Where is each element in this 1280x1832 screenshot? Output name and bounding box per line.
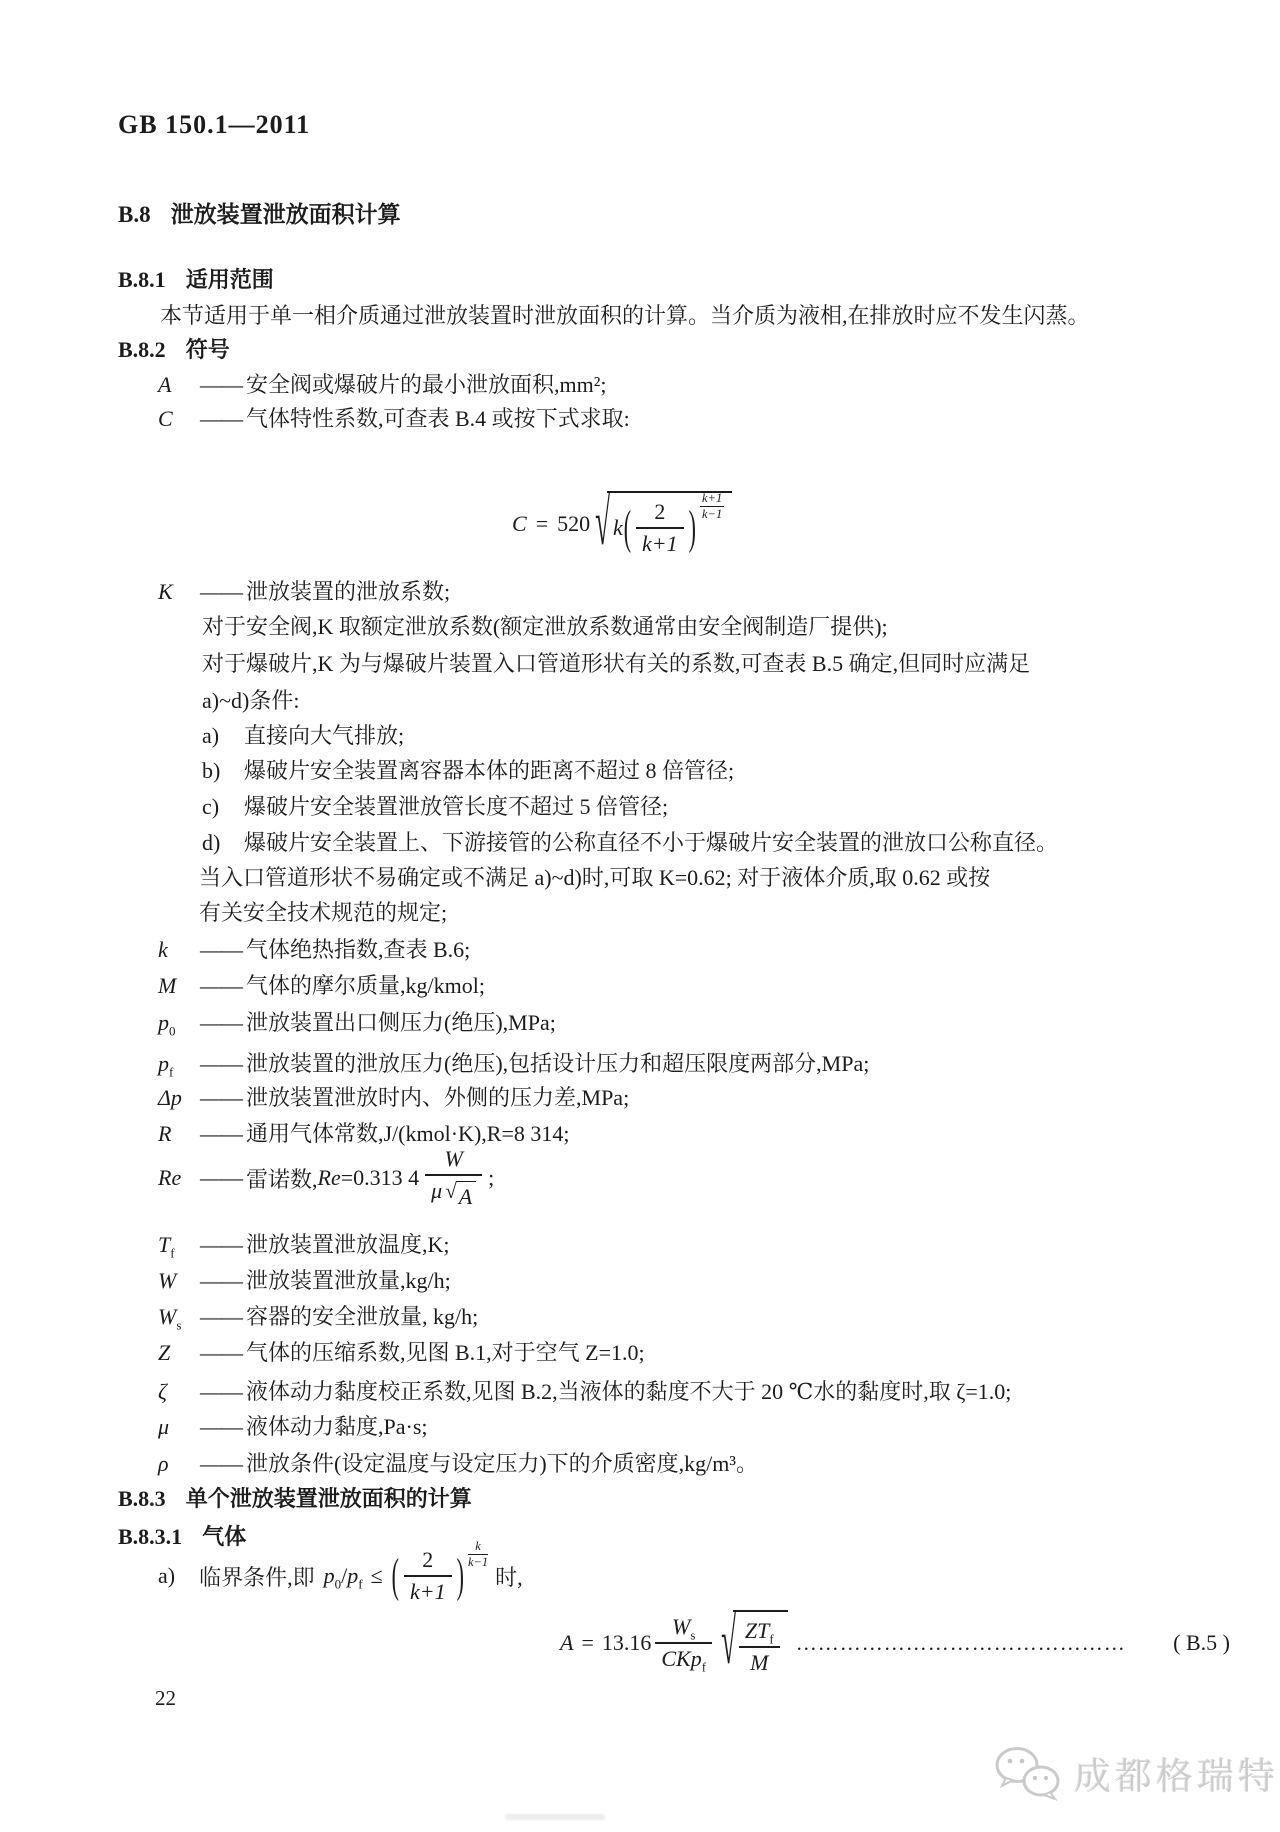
section-number: B.8 (118, 202, 151, 227)
dotted-leader: ……………………………………… (795, 1630, 1126, 1655)
em-dash: —— (200, 1085, 242, 1110)
exponent-fraction: k+1 k−1 (701, 491, 723, 521)
pressure-ratio: $p_0/p_f$ (323, 1563, 363, 1592)
item-label: a) (158, 1563, 176, 1588)
symbol-def-Ws: $W_s$ —— 容器的安全泄放量, kg/h; (158, 1304, 479, 1333)
critical-condition-line (158, 1539, 523, 1609)
em-dash: —— (200, 1232, 242, 1257)
em-dash: —— (200, 937, 242, 962)
em-dash: —— (200, 1340, 242, 1365)
item-text: 爆破片安全装置上、下游接管的公称直径不小于爆破片安全装置的泄放口公称直径。 (244, 830, 1059, 855)
k-condition-item-c (202, 790, 668, 821)
section-heading-b81 (118, 263, 274, 294)
equals-sign: = (535, 511, 549, 536)
def-text: 泄放装置出口侧压力(绝压),MPa; (246, 1010, 556, 1035)
def-text: 容器的安全泄放量, kg/h; (246, 1304, 479, 1329)
em-dash: —— (200, 1010, 242, 1035)
def-text: 泄放装置的泄放系数; (246, 579, 451, 604)
def-text: 雷诺数, (246, 1166, 318, 1192)
section-title: 气体 (202, 1524, 247, 1549)
em-dash: —— (200, 973, 242, 998)
def-text: 泄放条件(设定温度与设定压力)下的介质密度,kg/m³。 (246, 1451, 758, 1476)
symbol-def-mu: μ —— 液体动力黏度,Pa·s; (158, 1414, 428, 1439)
symbol-def-K: K —— 泄放装置的泄放系数; (158, 579, 451, 604)
symbol-def-dp: Δp —— 泄放装置泄放时内、外侧的压力差,MPa; (158, 1085, 630, 1110)
radical: √ k ( $\frac{2}{k+1}$ ) k+1 k−1 (595, 491, 732, 557)
section-title: 符号 (185, 337, 230, 362)
condition-tail: 时, (495, 1564, 523, 1590)
k-note-line-4: 当入口管道形状不易确定或不满足 a)~d)时,可取 K=0.62; 对于液体介质,取 0.62 或按 (199, 865, 991, 890)
em-dash: —— (200, 406, 242, 431)
symbol-def-zeta: ζ —— 液体动力黏度校正系数,见图 B.2,当液体的黏度不大于 20 ℃水的黏度时,取 ζ=1.0; (158, 1379, 1012, 1404)
em-dash: —— (200, 1121, 242, 1146)
symbol-def-pf: $p_f$ —— 泄放装置的泄放压力(绝压),包括设计压力和超压限度两部分,MPa; (158, 1051, 870, 1080)
fraction: $\frac{2}{k+1}$ (404, 1547, 452, 1605)
em-dash: —— (200, 1051, 242, 1076)
radical-sign-icon: √ (595, 486, 610, 559)
symbol-def-M: M —— 气体的摩尔质量,kg/kmol; (158, 973, 485, 998)
em-dash: —— (200, 1379, 242, 1404)
def-text: 气体绝热指数,查表 B.6; (246, 937, 471, 962)
fraction: W μ √ A (425, 1146, 482, 1210)
condition-text: 临界条件,即 (199, 1564, 315, 1590)
radical-sign-icon: √ (721, 1605, 736, 1678)
symbol-def-rho: ρ —— 泄放条件(设定温度与设定压力)下的介质密度,kg/m³。 (158, 1451, 758, 1476)
wechat-icon (992, 1744, 1064, 1802)
def-text: 气体特性系数,可查表 B.4 或按下式求取: (246, 406, 630, 431)
symbol-def-W: W —— 泄放装置泄放量,kg/h; (158, 1268, 451, 1293)
faint-footer-mark (505, 1814, 605, 1820)
item-label: c) (202, 794, 220, 819)
equals-sign: = (581, 1630, 594, 1655)
def-text: 气体的压缩系数,见图 B.1,对于空气 Z=1.0; (246, 1340, 645, 1365)
def-text: 液体动力黏度,Pa·s; (246, 1414, 428, 1439)
section-title: 单个泄放装置泄放面积的计算 (185, 1486, 472, 1511)
section-title: 泄放装置泄放面积计算 (170, 202, 401, 227)
em-dash: —— (200, 1451, 242, 1476)
em-dash: —— (200, 1304, 242, 1329)
radical (721, 1605, 788, 1678)
k-condition-item-d (202, 826, 1058, 857)
less-equal-sign: ≤ (370, 1563, 383, 1588)
symbol-def-R: R —— 通用气体常数,J/(kmol·K),R=8 314; (158, 1121, 570, 1146)
paragraph-b81: 本节适用于单一相介质通过泄放装置时泄放面积的计算。当介质为液相,在排放时应不发生闪蒸。 (160, 303, 1090, 328)
left-paren: ( (623, 500, 632, 554)
def-text: 液体动力黏度校正系数,见图 B.2,当液体的黏度不大于 20 ℃水的黏度时,取 ζ=1.0; (246, 1379, 1012, 1404)
k-note-line-5: 有关安全技术规范的规定; (199, 900, 448, 925)
section-number: B.8.2 (118, 337, 166, 362)
watermark-text: 成都格瑞特 (1074, 1756, 1279, 1797)
def-text: 泄放装置泄放温度,K; (246, 1232, 450, 1257)
em-dash: —— (200, 1165, 242, 1190)
section-heading-b82 (118, 333, 230, 364)
symbol-def-k: k —— 气体绝热指数,查表 B.6; (158, 937, 471, 962)
def-text: 安全阀或爆破片的最小泄放面积,mm²; (246, 372, 607, 397)
item-text: 直接向大气排放; (244, 723, 405, 748)
section-heading-b8 (118, 196, 401, 229)
symbol-def-C: C —— 气体特性系数,可查表 B.4 或按下式求取: (158, 406, 630, 431)
section-number: B.8.1 (118, 267, 166, 292)
def-text: 泄放装置的泄放压力(绝压),包括设计压力和超压限度两部分,MPa; (246, 1051, 870, 1076)
formula-c: C = 520 √ k ( $\frac{2}{k+1}$ ) k+1 k−1 (512, 486, 732, 562)
exponent-fraction: k k−1 (467, 1539, 489, 1569)
k-note-line-3: a)~d)条件: (202, 688, 300, 713)
doc-code: GB 150.1—2011 (118, 110, 311, 139)
right-paren: ) (688, 500, 696, 554)
section-number: B.8.3.1 (118, 1524, 183, 1549)
equals-value: =0.313 4 (340, 1165, 420, 1190)
item-text: 爆破片安全装置泄放管长度不超过 5 倍管径; (244, 794, 669, 819)
fraction: $\frac{ZT_f}{M}$ (739, 1618, 780, 1676)
section-heading-b83 (118, 1482, 472, 1513)
item-label: b) (202, 758, 221, 783)
k-condition-item-b (202, 754, 734, 785)
radical-sign-icon: √ (445, 1179, 457, 1203)
em-dash: —— (200, 1414, 242, 1439)
radical: √ A (445, 1181, 476, 1210)
equation-number: ( B.5 ) (1173, 1630, 1230, 1655)
symbol-def-Re: Re —— 雷诺数, Re =0.313 4 W μ √ A ; (158, 1146, 495, 1209)
def-text: 泄放装置泄放时内、外侧的压力差,MPa; (246, 1085, 630, 1110)
left-paren: ( (391, 1548, 399, 1602)
symbol-def-A: A —— 安全阀或爆破片的最小泄放面积,mm²; (158, 372, 607, 397)
section-number: B.8.3 (118, 1486, 166, 1511)
right-paren: ) (456, 1548, 464, 1602)
k-condition-item-a (202, 719, 404, 750)
item-text: 爆破片安全装置离容器本体的距离不超过 8 倍管径; (244, 758, 735, 783)
k-note-line-1: 对于安全阀,K 取额定泄放系数(额定泄放系数通常由安全阀制造厂提供); (202, 614, 888, 639)
symbol-def-Tf: $T_f$ —— 泄放装置泄放温度,K; (158, 1232, 450, 1261)
item-label: d) (202, 830, 221, 855)
symbol-def-p0: $p_0$ —— 泄放装置出口侧压力(绝压),MPa; (158, 1010, 556, 1039)
page-number: 22 (155, 1686, 176, 1710)
em-dash: —— (200, 372, 242, 397)
def-text: 泄放装置泄放量,kg/h; (246, 1268, 451, 1293)
formula-b5-line: A = 13.16 $\frac{W_s}{CKp_f}$ √ $\frac{ZT_f}{M}$ ……………………………………… ( B.5 ) (560, 1605, 1230, 1678)
item-label: a) (202, 723, 220, 748)
section-title: 适用范围 (185, 267, 274, 292)
def-text: 气体的摩尔质量,kg/kmol; (246, 973, 485, 998)
em-dash: —— (200, 1268, 242, 1293)
k-note-line-2: 对于爆破片,K 为与爆破片装置入口管道形状有关的系数,可查表 B.5 确定,但同时应满足 (202, 651, 1031, 676)
fraction: $\frac{2}{k+1}$ (636, 499, 684, 557)
symbol-def-Z: Z —— 气体的压缩系数,见图 B.1,对于空气 Z=1.0; (158, 1340, 645, 1365)
fraction: $\frac{W_s}{CKp_f}$ (655, 1614, 712, 1672)
em-dash: —— (200, 579, 242, 604)
def-text: 通用气体常数,J/(kmol·K),R=8 314; (246, 1121, 570, 1146)
watermark (992, 1744, 1279, 1802)
